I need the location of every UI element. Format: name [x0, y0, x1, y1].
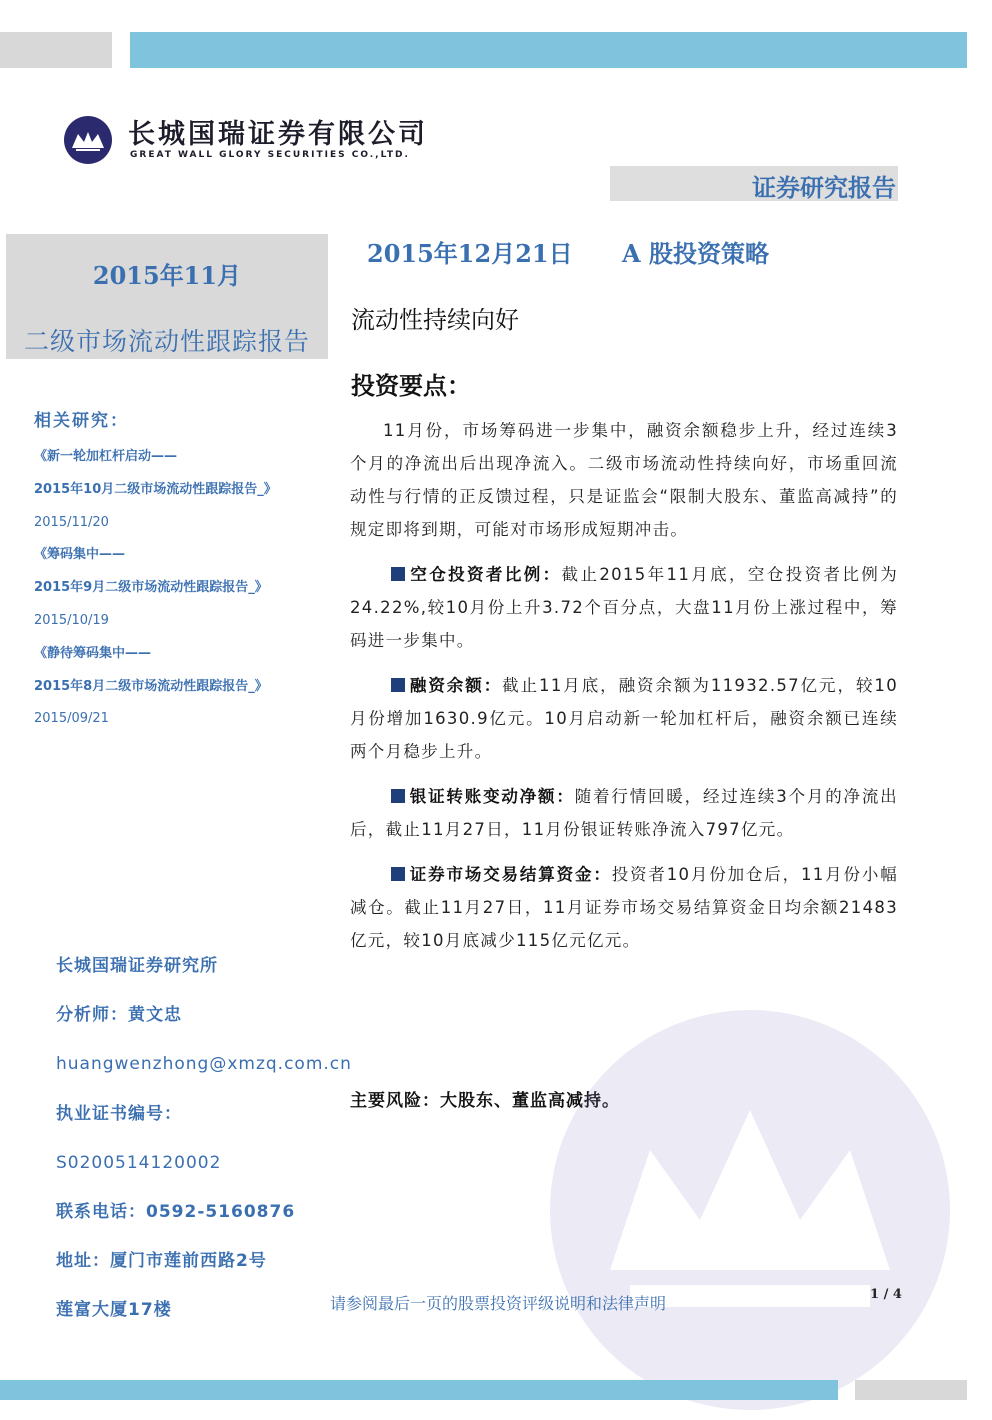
square-bullet-icon — [391, 789, 405, 803]
left-title-name: 二级市场流动性跟踪报告 — [23, 327, 310, 356]
bullet-text: 投资者10月份加仓后，11月份小幅减仓。截止11月27日，11月证券市场交易结算资金日均余额21483亿元，较10月底减少115亿元亿元。 — [350, 865, 899, 950]
bullet-sep: ： — [556, 787, 575, 806]
company-logo — [62, 108, 428, 168]
bottom-bar-blue — [0, 1380, 838, 1400]
main-body — [350, 414, 898, 969]
left-title-box — [6, 234, 328, 359]
cert-number: S0200514120002 — [56, 1152, 222, 1173]
bullet-settlement-funds — [350, 858, 898, 957]
intro-paragraph: 11月份，市场筹码进一步集中，融资余额稳步上升，经过连续3个月的净流出后出现净流入。二级市场流动性持续向好，市场重回流动性与行情的正反馈过程，只是证监会“限制大股东、董监高减持”的规定即将到期，可能对市场形成短期冲击。 — [350, 421, 898, 539]
contact-block — [56, 950, 352, 1344]
bullet-text: 截止2015年11月底，空仓投资者比例为24.22%,较10月份上升3.72个百分点，大盘11月份上涨过程中，筹码进一步集中。 — [350, 565, 898, 650]
key-points-title: 投资要点： — [351, 372, 471, 400]
bullet-label: 融资余额 — [409, 676, 484, 695]
bullet-margin-balance — [350, 669, 898, 768]
square-bullet-icon — [391, 678, 405, 692]
headline: 流动性持续向好 — [351, 306, 519, 334]
bullet-sep: ： — [593, 865, 612, 884]
top-bar-blue — [130, 32, 967, 68]
top-bar-gray — [0, 32, 112, 68]
square-bullet-icon — [391, 567, 405, 581]
related-link-title[interactable]: 《新一轮加杠杆启动—— — [34, 449, 178, 464]
related-research-title: 相关研究： — [34, 411, 129, 431]
company-logo-icon — [62, 114, 114, 166]
related-link-subtitle[interactable]: 2015年10月二级市场流动性跟踪报告_》 — [34, 481, 277, 497]
related-link-subtitle[interactable]: 2015年8月二级市场流动性跟踪报告_》 — [34, 678, 268, 694]
bullet-empty-position — [350, 558, 898, 657]
related-link-title[interactable]: 《筹码集中—— — [34, 547, 126, 563]
company-name-en: GREAT WALL GLORY SECURITIES CO.,LTD. — [130, 150, 410, 160]
related-link-subtitle[interactable]: 2015年9月二级市场流动性跟踪报告_》 — [34, 580, 268, 596]
square-bullet-icon — [391, 867, 405, 881]
report-category: A 股投资策略 — [622, 239, 769, 268]
address-line-2: 莲富大厦17楼 — [56, 1300, 172, 1321]
left-title-date: 2015年11月 — [92, 261, 242, 290]
footer-disclaimer: 请参阅最后一页的股票投资评级说明和法律声明 — [330, 1294, 667, 1313]
bottom-bar-gray — [855, 1380, 967, 1400]
bullet-label: 空仓投资者比例 — [409, 565, 543, 584]
related-research — [34, 406, 324, 736]
report-type: 证券研究报告 — [752, 174, 896, 202]
address-line-1: 地址：厦门市莲前西路2号 — [56, 1251, 267, 1272]
company-name-cn: 长城国瑞证券有限公司 — [128, 119, 428, 150]
bullet-sep: ： — [542, 565, 562, 584]
bullet-text: 随着行情回暖，经过连续3个月的净流出后，截止11月27日，11月份银证转账净流入797亿元。 — [350, 787, 898, 839]
related-link-title[interactable]: 《静待筹码集中—— — [34, 645, 152, 661]
logo-watermark-icon — [540, 1000, 960, 1420]
bullet-label: 证券市场交易结算资金 — [409, 865, 594, 884]
related-date: 2015/09/21 — [34, 711, 109, 727]
bullet-sep: ： — [483, 676, 503, 695]
report-type-box — [610, 166, 898, 201]
page-number: 1 / 4 — [870, 1287, 902, 1302]
bullet-bank-transfer — [350, 780, 898, 846]
institute-name: 长城国瑞证券研究所 — [56, 956, 218, 976]
cert-label: 执业证书编号： — [56, 1103, 182, 1124]
analyst-name: 分析师：黄文忠 — [56, 1005, 182, 1026]
related-date: 2015/11/20 — [34, 514, 109, 530]
related-date: 2015/10/19 — [34, 612, 109, 628]
bullet-label: 银证转账变动净额 — [409, 787, 557, 806]
analyst-email[interactable]: huangwenzhong@xmzq.com.cn — [56, 1054, 352, 1075]
phone-number: 联系电话：0592-5160876 — [56, 1201, 296, 1222]
main-risk: 主要风险：大股东、董监高减持。 — [350, 1091, 620, 1111]
report-date: 2015年12月21日 — [367, 239, 573, 268]
bullet-text: 截止11月底，融资余额为11932.57亿元，较10月份增加1630.9亿元。10月启动新一轮加杠杆后，融资余额已连续两个月稳步上升。 — [350, 676, 898, 761]
